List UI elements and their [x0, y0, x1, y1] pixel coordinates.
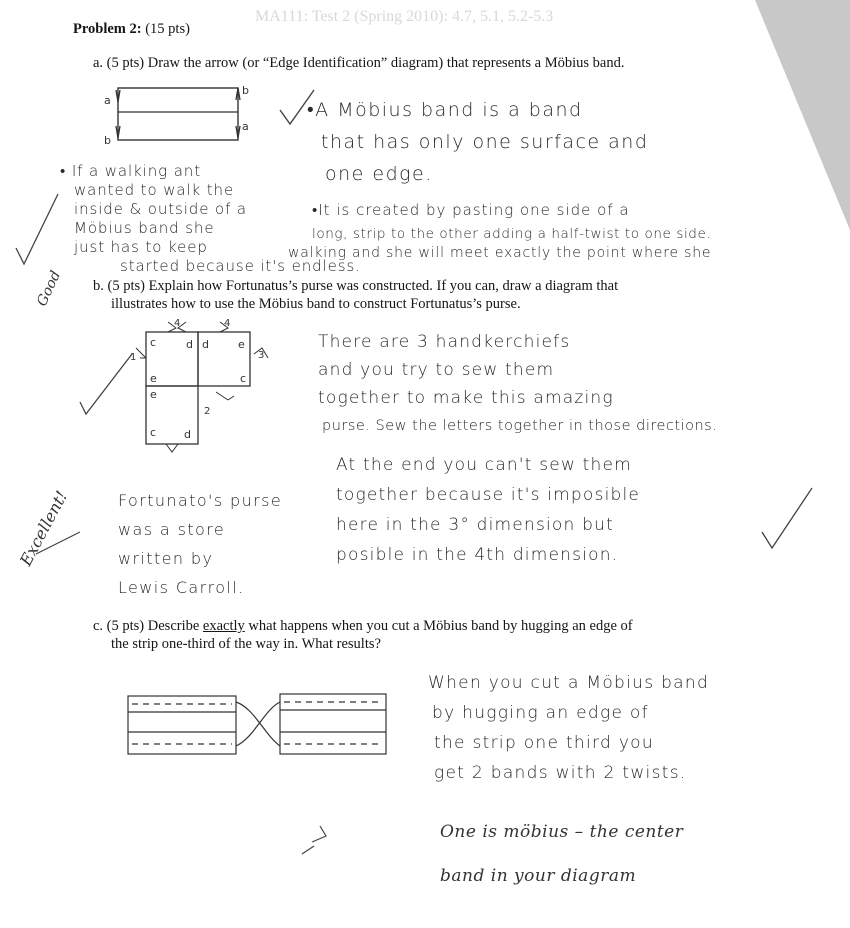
answer-line: •It is created by pasting one side of a: [312, 201, 630, 219]
note-line: was a store: [118, 520, 226, 539]
mobius-edge-diagram: [100, 82, 250, 152]
problem-points: (15 pts): [145, 21, 190, 37]
grader-note-line: One is möbius – the center: [440, 822, 684, 842]
answer-line: the strip one third you: [434, 733, 654, 753]
purse-number: 4: [224, 318, 231, 329]
part-c-question-line1: [93, 618, 633, 635]
grader-note-c: [440, 810, 683, 898]
part-c-answer: [428, 668, 709, 788]
cut-band-diagram: [124, 688, 394, 768]
grader-note-line: band in your diagram: [440, 866, 637, 886]
page-corner-shadow: [755, 0, 850, 230]
question-emphasis: exactly: [202, 618, 245, 634]
grader-good: Good: [34, 268, 65, 309]
purse-label-d: d: [184, 428, 191, 441]
purse-label-e: e: [238, 338, 245, 351]
ant-note: [60, 162, 361, 276]
question-prefix: c. (5 pts) Describe: [93, 618, 203, 634]
problem-label: Problem 2:: [73, 21, 142, 37]
purse-label-c: c: [150, 426, 157, 439]
check-mark-b2: [760, 486, 820, 556]
purse-label-c: c: [240, 372, 247, 385]
diagram-label-a-right: a: [242, 120, 249, 133]
answer-line: When you cut a Möbius band: [428, 673, 710, 693]
part-b-question-line2: illustrates how to use the Möbius band to construct Fortunatus’s purse.: [111, 296, 521, 312]
answer-line: that has only one surface and: [321, 131, 649, 153]
answer-line: posible in the 4th dimension.: [336, 545, 619, 565]
part-b-answer: [318, 328, 717, 440]
answer-line: purse. Sew the letters together in those directions.: [322, 418, 718, 434]
ant-note-line: just has to keep: [74, 238, 208, 256]
answer-line: by hugging an edge of: [432, 703, 649, 723]
answer-line: and you try to sew them: [318, 360, 555, 380]
note-line: written by: [118, 549, 214, 568]
purse-label-c: c: [150, 336, 157, 349]
ant-note-line: inside & outside of a: [74, 200, 248, 218]
part-c-question-line2: the strip one-third of the way in. What results?: [111, 636, 381, 652]
purse-number: 4: [174, 318, 181, 329]
grader-excellent: Excellent!: [16, 487, 72, 569]
ant-note-line: wanted to walk the: [74, 181, 235, 199]
part-b-answer-2: [336, 450, 640, 570]
part-a-answer-2: [312, 198, 711, 246]
part-a-question: a. (5 pts) Draw the arrow (or “Edge Identification” diagram) that represents a Möbius band.: [93, 55, 625, 71]
diagram-label-b-left: b: [104, 134, 111, 147]
check-mark-b: [78, 352, 138, 422]
bleed-through-title: MA111: Test 2 (Spring 2010): 4.7, 5.1, 5.2-5.3: [255, 8, 554, 25]
ant-note-line: started because it's endless.: [120, 257, 361, 275]
answer-line: get 2 bands with 2 twists.: [434, 763, 687, 783]
purse-label-d: d: [202, 338, 209, 351]
note-line: Lewis Carroll.: [118, 578, 245, 597]
problem-header: [73, 21, 190, 38]
purse-label-d: d: [186, 338, 193, 351]
purse-label-e: e: [150, 388, 157, 401]
grader-tick-c: [300, 822, 350, 862]
fortunatus-purse-diagram: [128, 318, 278, 458]
grader-underline: [34, 528, 84, 558]
purse-number: 3: [258, 350, 265, 361]
fortunato-note: [118, 486, 282, 602]
answer-line: one edge.: [325, 163, 433, 185]
check-mark-good: [12, 190, 62, 270]
diagram-label-b-right: b: [242, 84, 249, 97]
answer-line: There are 3 handkerchiefs: [318, 332, 571, 352]
answer-line: here in the 3° dimension but: [336, 515, 614, 535]
answer-line: long, strip to the other adding a half-twist to one side.: [312, 226, 712, 242]
question-rest: what happens when you cut a Möbius band by hugging an edge of: [244, 618, 633, 634]
purse-number: 2: [204, 406, 211, 417]
purse-label-e: e: [150, 372, 157, 385]
answer-line: walking and she will meet exactly the point where she: [288, 245, 712, 261]
note-line: Fortunato's purse: [118, 491, 283, 510]
ant-note-line: • If a walking ant: [60, 162, 201, 180]
answer-line: together because it's imposible: [336, 485, 641, 505]
answer-line: •A Möbius band is a band: [307, 99, 583, 121]
ant-note-line: Möbius band she: [74, 219, 215, 237]
diagram-label-a-left: a: [104, 94, 111, 107]
answer-line: together to make this amazing: [318, 388, 614, 408]
purse-number: 1: [130, 352, 137, 363]
answer-line: At the end you can't sew them: [336, 455, 632, 475]
part-b-question-line1: b. (5 pts) Explain how Fortunatus’s purse was constructed. If you can, draw a diagram that: [93, 278, 619, 294]
